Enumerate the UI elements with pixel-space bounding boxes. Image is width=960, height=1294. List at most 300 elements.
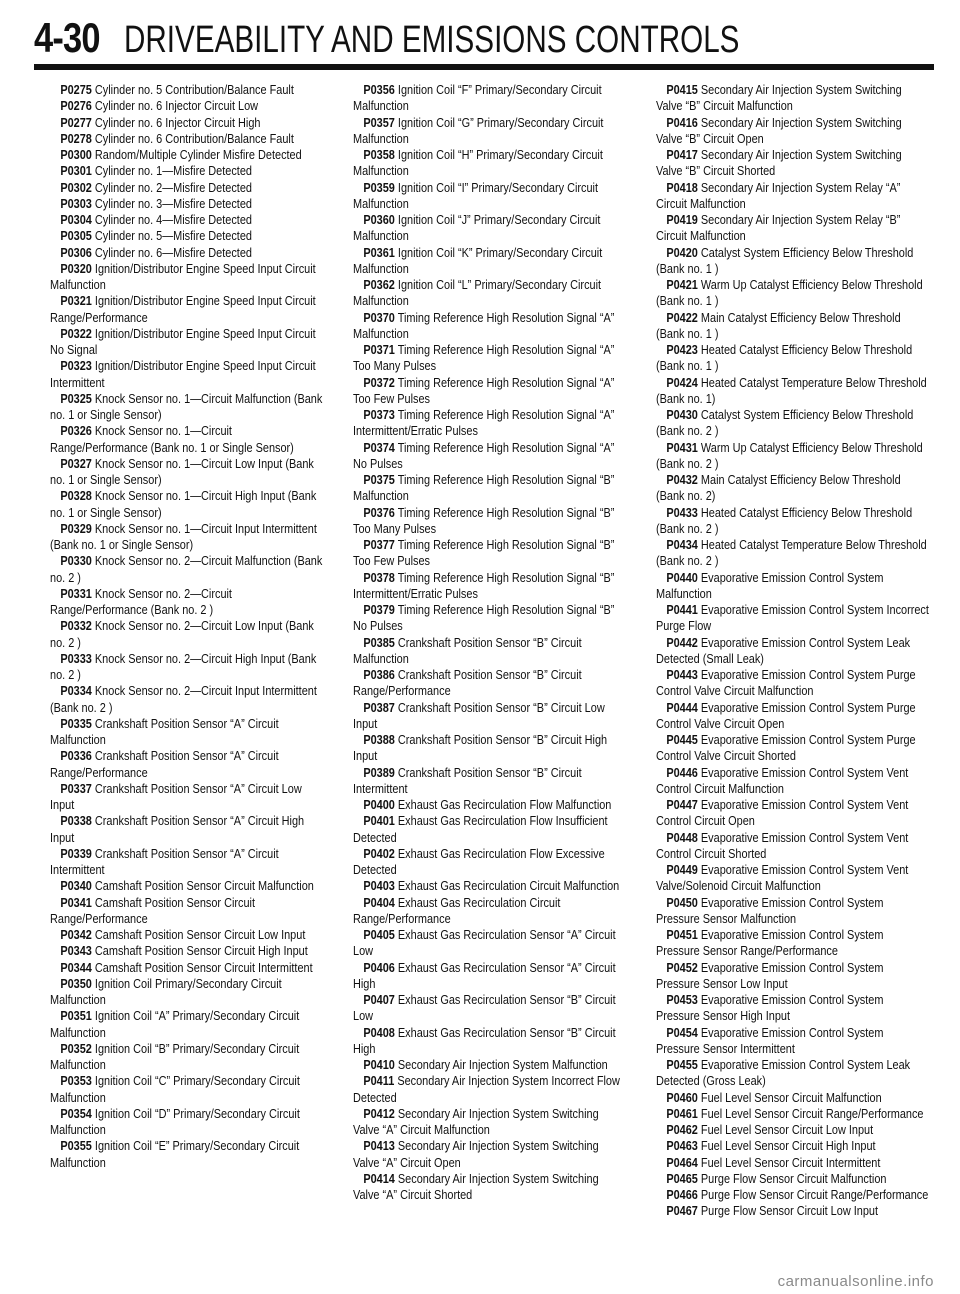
dtc-description: Crankshaft Position Sensor “A” Circuit High Input (50, 814, 305, 845)
dtc-entry (353, 115, 626, 148)
dtc-code: P0301 (60, 164, 92, 179)
dtc-description: Fuel Level Sensor Circuit Range/Performance (700, 1106, 924, 1121)
dtc-entry (50, 196, 323, 212)
dtc-entry (353, 440, 626, 473)
dtc-description: Knock Sensor no. 2—Circuit High Input (Bank no. 2 ) (50, 651, 317, 682)
dtc-description: Ignition Coil “F” Primary/Secondary Circuit Malfunction (353, 83, 602, 114)
dtc-description: Secondary Air Injection System Malfunction (397, 1058, 608, 1072)
dtc-description: Knock Sensor no. 1—Circuit Low Input (Bank no. 1 or Single Sensor) (50, 456, 314, 487)
dtc-code: P0344 (60, 960, 92, 975)
dtc-description: Timing Reference High Resolution Signal “A” Intermittent/Erratic Pulses (353, 408, 615, 439)
dtc-code: P0400 (363, 798, 395, 812)
dtc-description: Crankshaft Position Sensor “B” Circuit Range/Performance (353, 668, 582, 699)
dtc-entry (50, 98, 323, 114)
dtc-entry (656, 992, 929, 1025)
dtc-code: P0376 (363, 505, 395, 520)
dtc-code: P0350 (60, 976, 92, 991)
dtc-code: P0373 (363, 408, 395, 422)
dtc-description: Ignition Coil Primary/Secondary Circuit Malfunction (50, 976, 282, 1007)
dtc-description: Ignition Coil “D” Primary/Secondary Circuit Malfunction (50, 1106, 300, 1137)
dtc-description: Evaporative Emission Control System Leak Detected (Gross Leak) (656, 1058, 911, 1089)
dtc-code: P0450 (666, 895, 698, 910)
dtc-description: Crankshaft Position Sensor “B” Circuit Malfunction (353, 635, 582, 666)
dtc-entry (50, 895, 323, 928)
dtc-entry (656, 277, 929, 310)
dtc-description: Exhaust Gas Recirculation Sensor “B” Circuit Low (353, 993, 616, 1024)
dtc-code: P0322 (60, 326, 92, 341)
dtc-code: P0418 (666, 180, 698, 195)
dtc-entry (353, 960, 626, 993)
dtc-entry (50, 82, 323, 98)
dtc-description: Secondary Air Injection System Incorrect Flow Detected (353, 1074, 620, 1105)
dtc-description: Crankshaft Position Sensor “B” Circuit Low Input (353, 700, 605, 731)
dtc-entry (656, 537, 929, 570)
dtc-description: Ignition Coil “K” Primary/Secondary Circuit Malfunction (353, 245, 603, 276)
dtc-code: P0434 (666, 538, 698, 552)
dtc-code: P0424 (666, 375, 698, 390)
dtc-code: P0401 (363, 814, 395, 829)
dtc-entry (50, 781, 323, 814)
dtc-entry (353, 927, 626, 960)
dtc-entry (50, 180, 323, 196)
dtc-description: Knock Sensor no. 1—Circuit Malfunction (Bank no. 1 or Single Sensor) (50, 391, 323, 422)
dtc-description: Cylinder no. 6 Injector Circuit Low (94, 99, 259, 114)
dtc-entry (353, 797, 626, 813)
dtc-code: P0336 (60, 749, 92, 764)
dtc-entry (656, 570, 929, 603)
dtc-description: Exhaust Gas Recirculation Sensor “B” Circuit High (353, 1025, 616, 1056)
dtc-code: P0328 (60, 489, 92, 504)
dtc-entry (353, 635, 626, 668)
dtc-entry (656, 1187, 929, 1203)
dtc-description: Random/Multiple Cylinder Misfire Detected (94, 148, 302, 162)
dtc-code: P0440 (666, 570, 698, 585)
dtc-code: P0359 (363, 180, 395, 195)
dtc-code: P0338 (60, 814, 92, 829)
dtc-description: Timing Reference High Resolution Signal “B” Intermittent/Erratic Pulses (353, 570, 615, 601)
dtc-description: Camshaft Position Sensor Circuit High Input (94, 944, 308, 959)
dtc-description: Ignition Coil “C” Primary/Secondary Circuit Malfunction (50, 1074, 300, 1105)
dtc-entry (50, 1073, 323, 1106)
dtc-entry (50, 716, 323, 749)
dtc-entry (656, 1155, 929, 1171)
dtc-entry (353, 732, 626, 765)
dtc-code: P0330 (60, 554, 92, 569)
dtc-code: P0385 (363, 635, 395, 650)
dtc-description: Fuel Level Sensor Circuit Malfunction (700, 1090, 882, 1105)
dtc-entry (353, 846, 626, 879)
dtc-entry (353, 407, 626, 440)
dtc-code: P0377 (363, 538, 395, 552)
dtc-entry (656, 765, 929, 798)
dtc-description: Evaporative Emission Control System Vent Control Circuit Shorted (656, 830, 909, 861)
dtc-entry (353, 277, 626, 310)
dtc-entry (656, 732, 929, 765)
dtc-entry (50, 212, 323, 228)
dtc-entry (353, 472, 626, 505)
dtc-entry (656, 895, 929, 928)
dtc-code: P0416 (666, 115, 698, 130)
dtc-description: Camshaft Position Sensor Circuit Low Input (94, 928, 306, 942)
dtc-description: Exhaust Gas Recirculation Sensor “A” Circuit Low (353, 928, 616, 959)
dtc-code: P0356 (363, 83, 395, 97)
dtc-code: P0449 (666, 863, 698, 877)
dtc-code: P0415 (666, 83, 698, 97)
dtc-description: Secondary Air Injection System Switching Valve “A” Circuit Shorted (353, 1171, 599, 1202)
dtc-code: P0452 (666, 960, 698, 975)
dtc-entry (50, 488, 323, 521)
dtc-entry (656, 1025, 929, 1058)
dtc-description: Timing Reference High Resolution Signal “B” Too Few Pulses (353, 538, 615, 569)
dtc-entry (353, 537, 626, 570)
dtc-description: Evaporative Emission Control System Purge Control Valve Circuit Shorted (656, 733, 916, 764)
dtc-description: Crankshaft Position Sensor “B” Circuit High Input (353, 733, 608, 764)
dtc-code: P0430 (666, 408, 698, 422)
dtc-description: Catalyst System Efficiency Below Threshold (Bank no. 2 ) (656, 408, 914, 439)
dtc-code: P0466 (666, 1188, 698, 1202)
dtc-description: Exhaust Gas Recirculation Circuit Range/Performance (353, 895, 561, 926)
dtc-code: P0404 (363, 895, 395, 910)
dtc-code: P0389 (363, 765, 395, 780)
dtc-entry (353, 570, 626, 603)
dtc-code: P0357 (363, 115, 395, 130)
dtc-code: P0463 (666, 1139, 698, 1154)
dtc-description: Cylinder no. 5 Contribution/Balance Fault (94, 83, 294, 97)
dtc-code: P0388 (363, 733, 395, 747)
dtc-entry (353, 505, 626, 538)
dtc-description: Cylinder no. 4—Misfire Detected (94, 213, 252, 227)
dtc-entry (656, 180, 929, 213)
dtc-code: P0412 (363, 1106, 395, 1121)
dtc-description: Timing Reference High Resolution Signal “A” No Pulses (353, 440, 615, 471)
dtc-description: Purge Flow Sensor Circuit Range/Performance (700, 1188, 929, 1202)
dtc-entry (50, 651, 323, 684)
dtc-description: Cylinder no. 1—Misfire Detected (94, 164, 252, 179)
dtc-code: P0411 (363, 1074, 395, 1089)
dtc-code: P0422 (666, 310, 698, 325)
dtc-code: P0379 (363, 603, 395, 617)
dtc-description: Exhaust Gas Recirculation Flow Malfunction (397, 798, 612, 812)
dtc-code: P0453 (666, 993, 698, 1007)
dtc-description: Cylinder no. 6—Misfire Detected (94, 245, 252, 260)
dtc-entry (656, 700, 929, 733)
dtc-code: P0321 (60, 294, 92, 309)
dtc-entry (353, 878, 626, 894)
dtc-description: Knock Sensor no. 1—Circuit High Input (Bank no. 1 or Single Sensor) (50, 489, 317, 520)
dtc-description: Heated Catalyst Efficiency Below Threshold (Bank no. 1 ) (656, 343, 913, 374)
dtc-description: Evaporative Emission Control System Vent Control Circuit Malfunction (656, 765, 909, 796)
dtc-entry (656, 1090, 929, 1106)
dtc-entry (353, 667, 626, 700)
dtc-entry (656, 1171, 929, 1187)
dtc-description: Exhaust Gas Recirculation Circuit Malfunction (397, 879, 620, 894)
dtc-entry (656, 830, 929, 863)
dtc-code: P0343 (60, 944, 92, 959)
dtc-description: Secondary Air Injection System Switching Valve “B” Circuit Malfunction (656, 83, 902, 114)
dtc-entry (656, 635, 929, 668)
dtc-code: P0448 (666, 830, 698, 845)
dtc-code: P0433 (666, 505, 698, 520)
dtc-description: Evaporative Emission Control System Pressure Sensor Intermittent (656, 1025, 884, 1056)
dtc-code: P0446 (666, 765, 698, 780)
dtc-description: Heated Catalyst Efficiency Below Threshold (Bank no. 2 ) (656, 505, 913, 536)
dtc-code: P0406 (363, 960, 395, 975)
dtc-code: P0306 (60, 245, 92, 260)
dtc-entry (656, 115, 929, 148)
dtc-entry (656, 602, 929, 635)
dtc-entry (656, 212, 929, 245)
dtc-code: P0341 (60, 895, 92, 910)
dtc-code: P0467 (666, 1204, 698, 1219)
dtc-description: Timing Reference High Resolution Signal “A” Too Few Pulses (353, 375, 615, 406)
dtc-code: P0441 (666, 603, 698, 617)
dtc-description: Camshaft Position Sensor Circuit Malfunction (94, 879, 314, 894)
dtc-entry (50, 423, 323, 456)
dtc-entry (353, 212, 626, 245)
dtc-code: P0302 (60, 180, 92, 195)
dtc-description: Evaporative Emission Control System Malfunction (656, 570, 884, 601)
dtc-description: Crankshaft Position Sensor “A” Circuit Low Input (50, 781, 302, 812)
dtc-entry (656, 82, 929, 115)
dtc-entry (50, 261, 323, 294)
dtc-entry (353, 765, 626, 798)
dtc-code: P0303 (60, 196, 92, 211)
dtc-entry (50, 1138, 323, 1171)
dtc-entry (656, 1106, 929, 1122)
dtc-description: Main Catalyst Efficiency Below Threshold (Bank no. 1 ) (656, 310, 901, 341)
dtc-description: Evaporative Emission Control System Vent Valve/Solenoid Circuit Malfunction (656, 863, 909, 894)
dtc-description: Exhaust Gas Recirculation Flow Excessive Detected (353, 846, 605, 877)
dtc-entry (656, 1203, 929, 1219)
dtc-entry (50, 358, 323, 391)
dtc-entry (50, 147, 323, 163)
dtc-code: P0351 (60, 1009, 92, 1024)
dtc-entry (50, 115, 323, 131)
dtc-description: Cylinder no. 5—Misfire Detected (94, 229, 252, 244)
dtc-description: Heated Catalyst Temperature Below Threshold (Bank no. 1) (656, 375, 927, 406)
dtc-entry (353, 813, 626, 846)
dtc-entry (656, 375, 929, 408)
dtc-code: P0454 (666, 1025, 698, 1040)
dtc-entry (656, 927, 929, 960)
dtc-description: Knock Sensor no. 2—Circuit Input Intermittent (Bank no. 2 ) (50, 684, 317, 715)
dtc-entry (50, 586, 323, 619)
dtc-entry (656, 440, 929, 473)
dtc-description: Evaporative Emission Control System Incorrect Purge Flow (656, 603, 929, 634)
dtc-description: Timing Reference High Resolution Signal “A” Too Many Pulses (353, 343, 615, 374)
dtc-description: Ignition Coil “A” Primary/Secondary Circuit Malfunction (50, 1009, 300, 1040)
dtc-description: Fuel Level Sensor Circuit High Input (700, 1139, 876, 1154)
dtc-entry (353, 1171, 626, 1204)
dtc-description: Crankshaft Position Sensor “B” Circuit Intermittent (353, 765, 582, 796)
dtc-code: P0372 (363, 375, 395, 390)
dtc-description: Ignition Coil “J” Primary/Secondary Circuit Malfunction (353, 213, 601, 244)
dtc-description: Evaporative Emission Control System Pressure Sensor Low Input (656, 960, 884, 991)
dtc-description: Ignition Coil “I” Primary/Secondary Circuit Malfunction (353, 180, 599, 211)
dtc-code: P0342 (60, 928, 92, 942)
dtc-entry (50, 927, 323, 943)
header-rule (34, 64, 934, 70)
dtc-description: Evaporative Emission Control System Leak Detected (Small Leak) (656, 635, 911, 666)
dtc-code: P0326 (60, 424, 92, 439)
dtc-description: Evaporative Emission Control System Vent Control Circuit Open (656, 798, 909, 829)
dtc-description: Ignition Coil “E” Primary/Secondary Circuit Malfunction (50, 1139, 300, 1170)
dtc-entry (656, 1122, 929, 1138)
dtc-description: Timing Reference High Resolution Signal “B” No Pulses (353, 603, 615, 634)
dtc-description: Warm Up Catalyst Efficiency Below Threshold (Bank no. 1 ) (656, 278, 923, 309)
section-title: DRIVEABILITY AND EMISSIONS CONTROLS (124, 19, 740, 61)
dtc-entry (50, 683, 323, 716)
dtc-entry (50, 521, 323, 554)
dtc-entry (353, 180, 626, 213)
dtc-code: P0447 (666, 798, 698, 812)
dtc-entry (656, 1138, 929, 1154)
dtc-code: P0419 (666, 213, 698, 227)
dtc-description: Exhaust Gas Recirculation Flow Insufficient Detected (353, 814, 608, 845)
dtc-entry (656, 342, 929, 375)
dtc-description: Ignition Coil “G” Primary/Secondary Circuit Malfunction (353, 115, 604, 146)
dtc-code: P0358 (363, 148, 395, 162)
dtc-entry (353, 147, 626, 180)
dtc-entry (50, 131, 323, 147)
dtc-entry (353, 1106, 626, 1139)
dtc-code: P0320 (60, 261, 92, 276)
column-left (50, 82, 323, 1282)
dtc-code: P0431 (666, 440, 698, 455)
dtc-code: P0464 (666, 1155, 698, 1170)
dtc-description: Secondary Air Injection System Switching Valve “A” Circuit Malfunction (353, 1106, 599, 1137)
dtc-entry (353, 310, 626, 343)
dtc-entry (50, 456, 323, 489)
dtc-code: P0445 (666, 733, 698, 747)
dtc-description: Timing Reference High Resolution Signal “B” Too Many Pulses (353, 505, 615, 536)
dtc-entry (656, 862, 929, 895)
dtc-entry (50, 1008, 323, 1041)
dtc-description: Exhaust Gas Recirculation Sensor “A” Circuit High (353, 960, 616, 991)
dtc-code: P0444 (666, 700, 698, 715)
column-middle (353, 82, 626, 1282)
dtc-code: P0304 (60, 213, 92, 227)
dtc-description: Warm Up Catalyst Efficiency Below Threshold (Bank no. 2 ) (656, 440, 923, 471)
dtc-code: P0323 (60, 359, 92, 374)
dtc-description: Fuel Level Sensor Circuit Intermittent (700, 1155, 881, 1170)
dtc-description: Secondary Air Injection System Switching Valve “A” Circuit Open (353, 1139, 599, 1170)
dtc-entry (656, 1057, 929, 1090)
dtc-entry (353, 700, 626, 733)
dtc-code: P0275 (60, 83, 92, 97)
dtc-entry (353, 82, 626, 115)
dtc-code: P0387 (363, 700, 395, 715)
dtc-description: Ignition Coil “L” Primary/Secondary Circuit Malfunction (353, 278, 602, 309)
dtc-description: Camshaft Position Sensor Circuit Range/Performance (50, 895, 256, 926)
dtc-entry (50, 846, 323, 879)
dtc-description: Ignition/Distributor Engine Speed Input Circuit Range/Performance (50, 294, 316, 325)
dtc-code: P0370 (363, 310, 395, 325)
dtc-description: Ignition/Distributor Engine Speed Input Circuit Intermittent (50, 359, 316, 390)
dtc-code: P0360 (363, 213, 395, 227)
dtc-description: Crankshaft Position Sensor “A” Circuit Intermittent (50, 846, 279, 877)
dtc-code: P0305 (60, 229, 92, 244)
dtc-code: P0277 (60, 115, 92, 130)
dtc-code: P0371 (363, 343, 395, 357)
dtc-code: P0355 (60, 1139, 92, 1154)
dtc-code: P0337 (60, 781, 92, 796)
dtc-description: Timing Reference High Resolution Signal “B” Malfunction (353, 473, 615, 504)
dtc-description: Ignition/Distributor Engine Speed Input Circuit Malfunction (50, 261, 316, 292)
dtc-entry (353, 375, 626, 408)
dtc-entry (353, 602, 626, 635)
dtc-code: P0460 (666, 1090, 698, 1105)
dtc-code: P0375 (363, 473, 395, 487)
dtc-code: P0333 (60, 651, 92, 666)
dtc-description: Evaporative Emission Control System Pressure Sensor High Input (656, 993, 884, 1024)
dtc-description: Evaporative Emission Control System Purge Control Valve Circuit Malfunction (656, 668, 916, 699)
dtc-description: Knock Sensor no. 2—Circuit Low Input (Bank no. 2 ) (50, 619, 314, 650)
dtc-entry (50, 976, 323, 1009)
dtc-entry (50, 228, 323, 244)
page-number: 4-30 (34, 14, 100, 61)
dtc-description: Timing Reference High Resolution Signal “A” Malfunction (353, 310, 615, 341)
dtc-code: P0331 (60, 586, 92, 601)
dtc-entry (353, 1057, 626, 1073)
dtc-code: P0451 (666, 928, 698, 942)
dtc-code: P0278 (60, 131, 92, 146)
dtc-description: Knock Sensor no. 2—Circuit Range/Performance (Bank no. 2 ) (50, 586, 232, 617)
dtc-code: P0403 (363, 879, 395, 894)
column-right (656, 82, 929, 1282)
dtc-code: P0414 (363, 1171, 395, 1186)
dtc-description: Cylinder no. 3—Misfire Detected (94, 196, 252, 211)
dtc-code: P0417 (666, 148, 698, 162)
dtc-code: P0465 (666, 1171, 698, 1186)
dtc-description: Secondary Air Injection System Relay “A” Circuit Malfunction (656, 180, 901, 211)
dtc-description: Cylinder no. 6 Injector Circuit High (94, 115, 261, 130)
dtc-entry (50, 163, 323, 179)
dtc-entry (353, 992, 626, 1025)
dtc-columns (50, 82, 930, 1282)
dtc-description: Evaporative Emission Control System Pressure Sensor Malfunction (656, 895, 884, 926)
dtc-entry (656, 407, 929, 440)
dtc-description: Heated Catalyst Temperature Below Threshold (Bank no. 2 ) (656, 538, 927, 569)
dtc-entry (50, 943, 323, 959)
dtc-description: Fuel Level Sensor Circuit Low Input (700, 1123, 874, 1137)
dtc-description: Secondary Air Injection System Relay “B” Circuit Malfunction (656, 213, 901, 244)
dtc-code: P0413 (363, 1139, 395, 1154)
dtc-description: Main Catalyst Efficiency Below Threshold (Bank no. 2) (656, 473, 901, 504)
dtc-code: P0420 (666, 245, 698, 260)
dtc-entry (353, 895, 626, 928)
dtc-description: Knock Sensor no. 1—Circuit Input Intermittent (Bank no. 1 or Single Sensor) (50, 521, 317, 552)
dtc-code: P0334 (60, 684, 92, 699)
dtc-code: P0340 (60, 879, 92, 894)
dtc-description: Ignition/Distributor Engine Speed Input Circuit No Signal (50, 326, 316, 357)
dtc-description: Cylinder no. 6 Contribution/Balance Fault (94, 131, 294, 146)
dtc-code: P0462 (666, 1123, 698, 1137)
dtc-entry (656, 245, 929, 278)
dtc-description: Knock Sensor no. 2—Circuit Malfunction (Bank no. 2 ) (50, 554, 323, 585)
dtc-description: Secondary Air Injection System Switching Valve “B” Circuit Shorted (656, 148, 902, 179)
dtc-code: P0325 (60, 391, 92, 406)
dtc-code: P0352 (60, 1041, 92, 1056)
dtc-entry (353, 1138, 626, 1171)
dtc-entry (656, 147, 929, 180)
dtc-code: P0443 (666, 668, 698, 682)
dtc-code: P0300 (60, 148, 92, 162)
dtc-code: P0442 (666, 635, 698, 650)
dtc-code: P0421 (666, 278, 698, 292)
dtc-entry (353, 245, 626, 278)
page-header (34, 14, 940, 64)
